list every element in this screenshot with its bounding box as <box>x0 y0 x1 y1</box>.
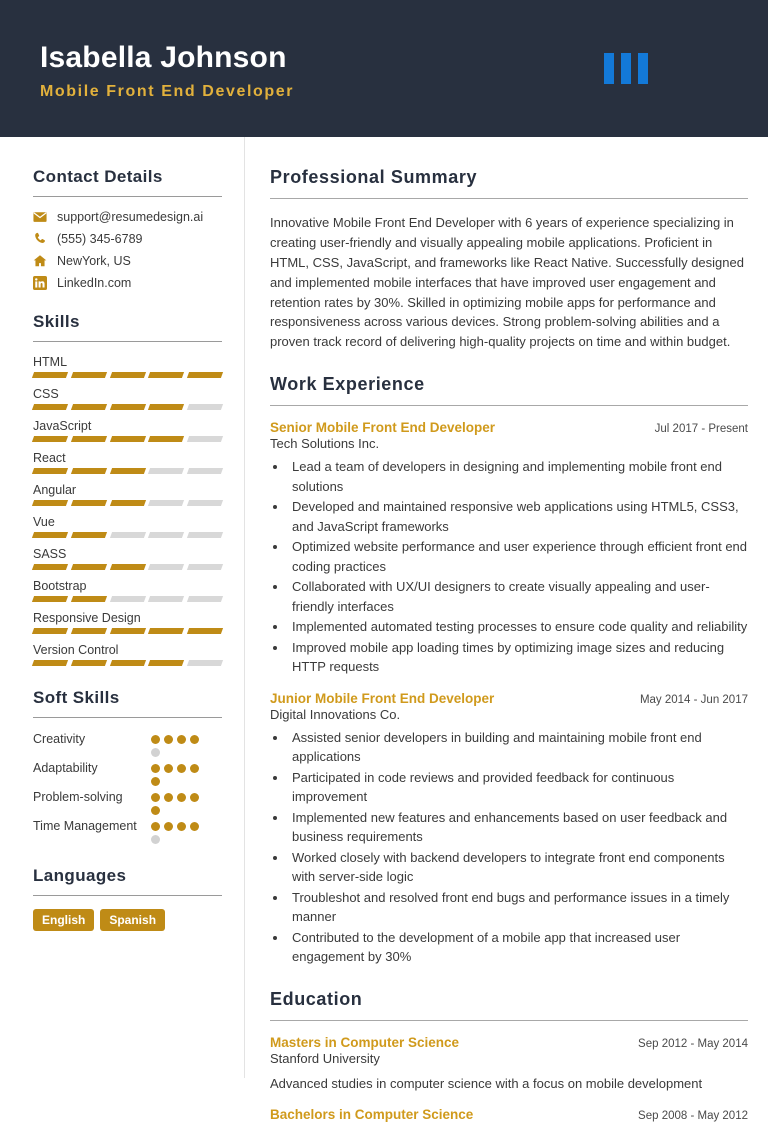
skills-section-title: Skills <box>33 312 80 331</box>
skill-label: Responsive Design <box>33 611 141 625</box>
skill-level-bar <box>33 660 222 666</box>
divider <box>33 895 222 896</box>
bullet-item: • Developed and maintained responsive web applications using HTML5, CSS3, and JavaScript frameworks <box>288 497 748 536</box>
rating-dot <box>151 835 160 844</box>
candidate-name: Isabella Johnson <box>40 40 287 74</box>
skill-segment <box>71 404 107 410</box>
phone-icon <box>33 232 47 246</box>
education-entry-header <box>270 1107 748 1122</box>
skill-segment <box>187 436 223 442</box>
bullet-item: • Collaborated with UX/UI designers to create visually appealing and user-friendly interfaces <box>288 577 748 616</box>
education-entry-header <box>270 1035 748 1050</box>
rating-dot <box>190 735 199 744</box>
skill-segment <box>32 564 68 570</box>
summary-section <box>270 167 748 352</box>
education-entry-title: Bachelors in Computer Science <box>270 1107 474 1122</box>
rating-dot <box>151 748 160 757</box>
contact-item-phone[interactable] <box>33 232 222 246</box>
rating-dot <box>177 822 186 831</box>
bullet-item: • Lead a team of developers in designing and implementing mobile front end solutions <box>288 457 748 496</box>
rating-dot <box>151 764 160 773</box>
skill-segment <box>32 596 68 602</box>
skill-segment <box>32 628 68 634</box>
bullet-item: • Improved mobile app loading times by optimizing image sizes and reducing HTTP requests <box>288 638 748 677</box>
education-section <box>270 989 748 1122</box>
soft-skill-item <box>33 789 222 815</box>
work-entry-bullets <box>288 457 748 677</box>
work-entry <box>270 691 748 967</box>
contact-section <box>33 167 222 290</box>
work-entry-org: Digital Innovations Co. <box>270 706 401 722</box>
skill-segment <box>110 564 146 570</box>
rating-dot <box>151 806 160 815</box>
main-content <box>245 137 768 1122</box>
skill-segment <box>187 628 223 634</box>
education-entries <box>270 1035 748 1122</box>
rating-dot <box>164 822 173 831</box>
skill-label: JavaScript <box>33 419 92 433</box>
sidebar <box>0 137 245 1078</box>
languages-section-title: Languages <box>33 866 127 885</box>
rating-dot <box>151 777 160 786</box>
contact-value: support@resumedesign.ai <box>57 210 204 224</box>
skill-segment <box>148 564 184 570</box>
divider <box>270 1020 748 1021</box>
rating-dot <box>151 735 160 744</box>
bullet-item: • Implemented new features and enhancements based on user feedback and business requirements <box>288 808 748 847</box>
education-entry-org: Stanford University <box>270 1050 380 1066</box>
resume-body <box>0 137 768 1122</box>
skill-segment <box>110 500 146 506</box>
work-entry-header <box>270 691 748 706</box>
skill-segment <box>71 436 107 442</box>
soft-skill-rating <box>151 818 209 844</box>
skill-segment <box>110 468 146 474</box>
skill-segment <box>110 532 146 538</box>
rating-dot <box>164 793 173 802</box>
logo-bar-1 <box>604 53 614 84</box>
skill-segment <box>32 660 68 666</box>
bullet-item: • Troubleshot and resolved front end bugs and performance issues in a timely manner <box>288 888 748 927</box>
work-entry-header <box>270 420 748 435</box>
skill-label: React <box>33 451 66 465</box>
soft-skill-rating <box>151 760 209 786</box>
skill-label: HTML <box>33 355 68 369</box>
languages-list <box>33 909 222 931</box>
skill-segment <box>71 500 107 506</box>
skill-item <box>33 579 222 602</box>
skill-level-bar <box>33 404 222 410</box>
skill-label: CSS <box>33 387 59 401</box>
contact-value: NewYork, US <box>57 254 131 268</box>
work-entry-bullets <box>288 728 748 967</box>
rating-dot <box>190 822 199 831</box>
skill-segment <box>187 564 223 570</box>
skill-item <box>33 643 222 666</box>
logo-bar-2 <box>621 53 631 84</box>
bullet-item: • Implemented automated testing processes to ensure code quality and reliability <box>288 617 748 637</box>
skill-item <box>33 611 222 634</box>
work-entries <box>270 420 748 967</box>
soft-skill-rating <box>151 731 209 757</box>
skill-segment <box>110 404 146 410</box>
bullet-item: • Worked closely with backend developers to integrate front end components with server-side logic <box>288 848 748 887</box>
soft-skill-label: Adaptability <box>33 761 98 775</box>
skill-segment <box>110 596 146 602</box>
contact-value: (555) 345-6789 <box>57 232 143 246</box>
skill-item <box>33 483 222 506</box>
soft-skills-list <box>33 731 222 844</box>
summary-section-title: Professional Summary <box>270 167 478 187</box>
skill-segment <box>148 404 184 410</box>
contact-section-title: Contact Details <box>33 167 163 186</box>
education-entry-title: Masters in Computer Science <box>270 1034 460 1050</box>
education-entry-desc: Advanced studies in computer science with a focus on mobile development <box>270 1075 703 1091</box>
work-entry-date: Jul 2017 - Present <box>654 423 748 436</box>
skill-segment <box>110 660 146 666</box>
divider <box>270 198 748 199</box>
education-entry <box>270 1035 748 1094</box>
skill-segment <box>32 468 68 474</box>
soft-skill-item <box>33 818 222 844</box>
skill-level-bar <box>33 532 222 538</box>
language-tag[interactable]: English <box>33 909 94 931</box>
bullet-item: • Assisted senior developers in building and maintaining mobile front end applications <box>288 728 748 767</box>
work-entry <box>270 420 748 677</box>
education-entry-date: Sep 2008 - May 2012 <box>638 1110 748 1122</box>
skill-segment <box>110 372 146 378</box>
skill-segment <box>32 372 68 378</box>
skill-label: SASS <box>33 547 67 561</box>
skill-item <box>33 419 222 442</box>
skill-segment <box>187 532 223 538</box>
skill-segment <box>148 436 184 442</box>
resume-header <box>0 0 768 137</box>
skill-segment <box>148 372 184 378</box>
skill-segment <box>187 660 223 666</box>
soft-skills-section-title: Soft Skills <box>33 688 120 707</box>
skill-segment <box>148 660 184 666</box>
contact-item-email[interactable] <box>33 210 222 224</box>
skill-segment <box>187 404 223 410</box>
skill-level-bar <box>33 564 222 570</box>
soft-skill-item <box>33 731 222 757</box>
divider <box>33 196 222 197</box>
skills-list <box>33 355 222 666</box>
skill-item <box>33 355 222 378</box>
skill-level-bar <box>33 500 222 506</box>
skill-label: Version Control <box>33 643 119 657</box>
summary-text: Innovative Mobile Front End Developer with 6 years of experience specializing in creating user-friendly and visually appealing mobile applications. Proficient in HTML, CSS, JavaScript, and frameworks like React Native. Successfully designed and implemented mobile interfaces that have improved user engagement and retention rates by 30%. Skilled in optimizing mobile apps for performance and responsiveness across various devices. Strong problem-solving abilities and a proven track record of delivering high-quality projects on time and within budget. <box>270 215 744 350</box>
rating-dot <box>177 764 186 773</box>
bullet-item: • Contributed to the development of a mobile app that increased user engagement by 30% <box>288 928 748 967</box>
contact-item-linkedin[interactable] <box>33 276 222 290</box>
contact-list <box>33 210 222 290</box>
skill-level-bar <box>33 372 222 378</box>
work-entry-title: Junior Mobile Front End Developer <box>270 690 495 706</box>
skill-segment <box>187 372 223 378</box>
bullet-item: • Optimized website performance and user experience through efficient front end coding practices <box>288 537 748 576</box>
skill-segment <box>187 468 223 474</box>
education-section-title: Education <box>270 988 363 1009</box>
rating-dot <box>177 735 186 744</box>
divider <box>33 717 222 718</box>
skill-level-bar <box>33 468 222 474</box>
skill-segment <box>71 660 107 666</box>
rating-dot <box>164 764 173 773</box>
rating-dot <box>151 822 160 831</box>
work-entry-org: Tech Solutions Inc. <box>270 436 380 452</box>
skill-segment <box>71 532 107 538</box>
skill-segment <box>71 372 107 378</box>
work-section-title: Work Experience <box>270 374 425 395</box>
soft-skills-section <box>33 688 222 844</box>
skill-segment <box>32 532 68 538</box>
language-tag[interactable]: Spanish <box>100 909 165 931</box>
skill-item <box>33 547 222 570</box>
rating-dot <box>190 793 199 802</box>
skill-label: Bootstrap <box>33 579 87 593</box>
divider <box>270 405 748 406</box>
education-entry <box>270 1107 748 1122</box>
skill-segment <box>71 564 107 570</box>
logo-bar-3 <box>638 53 648 84</box>
skill-item <box>33 515 222 538</box>
rating-dot <box>177 793 186 802</box>
work-entry-date: May 2014 - Jun 2017 <box>639 693 748 706</box>
skill-label: Angular <box>33 483 77 497</box>
skill-item <box>33 451 222 474</box>
education-entry-date: Sep 2012 - May 2014 <box>638 1037 748 1050</box>
rating-dot <box>164 735 173 744</box>
skill-segment <box>110 628 146 634</box>
rating-dot <box>190 764 199 773</box>
skill-segment <box>148 500 184 506</box>
soft-skill-label: Time Management <box>33 819 137 833</box>
skill-level-bar <box>33 628 222 634</box>
skill-segment <box>71 596 107 602</box>
soft-skill-rating <box>151 789 209 815</box>
bullet-item: • Participated in code reviews and provided feedback for continuous improvement <box>288 768 748 807</box>
soft-skill-label: Problem-solving <box>33 790 123 804</box>
skill-segment <box>71 468 107 474</box>
linkedin-icon <box>33 276 47 290</box>
skill-segment <box>32 404 68 410</box>
contact-value: LinkedIn.com <box>57 276 132 290</box>
divider <box>33 341 222 342</box>
contact-item-location[interactable] <box>33 254 222 268</box>
skill-segment <box>148 628 184 634</box>
header-text-group <box>40 37 294 101</box>
envelope-icon <box>33 210 47 224</box>
skill-segment <box>187 500 223 506</box>
languages-section <box>33 866 222 931</box>
skill-segment <box>148 532 184 538</box>
three-bars-logo-icon <box>604 53 728 84</box>
skill-level-bar <box>33 436 222 442</box>
work-section <box>270 374 748 967</box>
skill-segment <box>32 500 68 506</box>
soft-skill-item <box>33 760 222 786</box>
home-icon <box>33 254 47 268</box>
skill-segment <box>110 436 146 442</box>
skill-level-bar <box>33 596 222 602</box>
skill-segment <box>187 596 223 602</box>
skill-segment <box>71 628 107 634</box>
work-entry-title: Senior Mobile Front End Developer <box>270 420 496 436</box>
skill-segment <box>32 436 68 442</box>
rating-dot <box>151 793 160 802</box>
skill-label: Vue <box>33 515 55 529</box>
candidate-role: Mobile Front End Developer <box>40 82 295 100</box>
skills-section <box>33 312 222 666</box>
skill-item <box>33 387 222 410</box>
skill-segment <box>148 596 184 602</box>
skill-segment <box>148 468 184 474</box>
soft-skill-label: Creativity <box>33 732 86 746</box>
